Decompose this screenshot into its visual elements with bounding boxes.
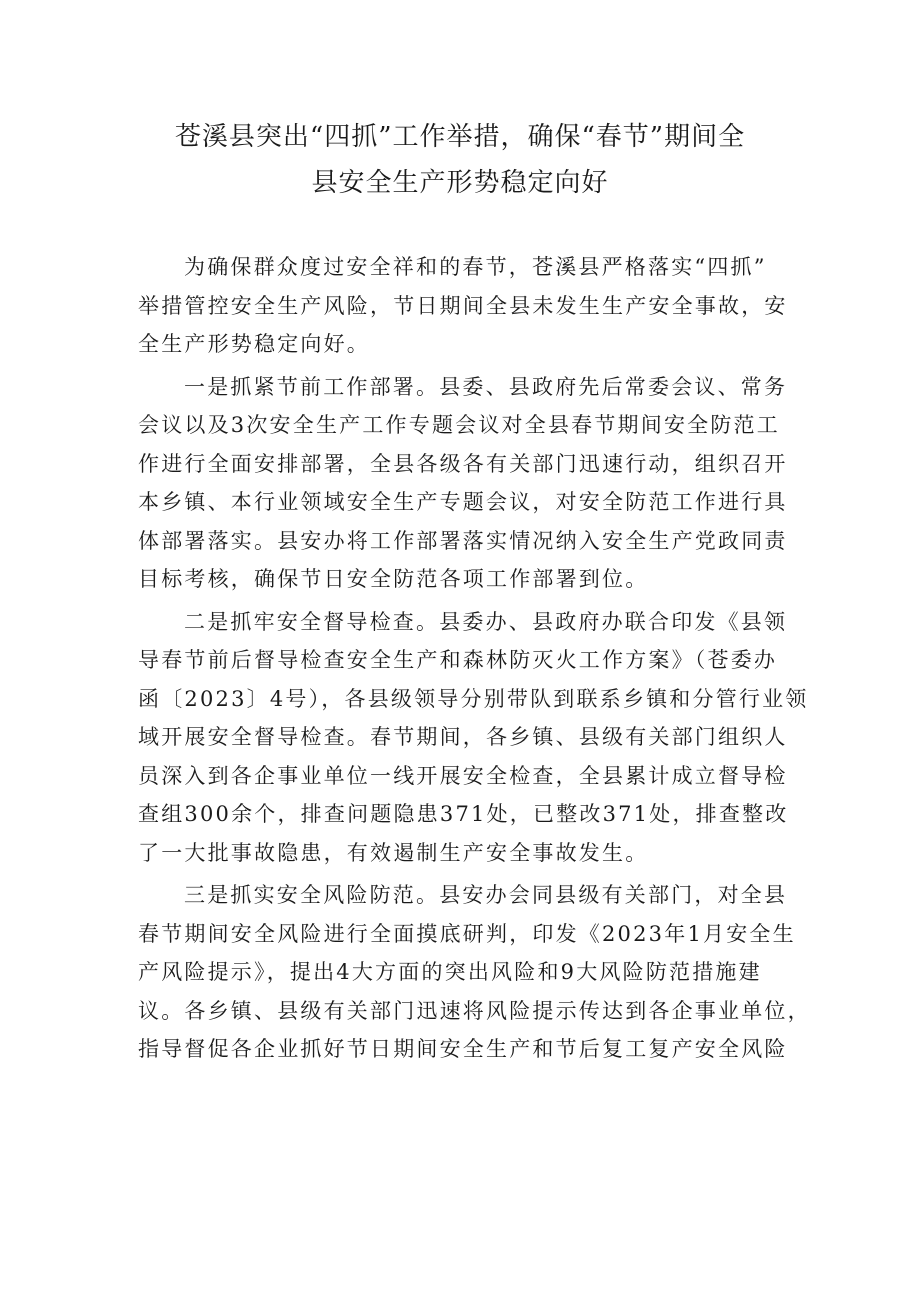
paragraph-inspection: [138, 603, 809, 873]
text-line: 函〔2023〕4号），各县级领导分别带队到联系乡镇和分管行业领: [138, 686, 809, 711]
text-line: 本乡镇、本行业领域安全生产专题会议，对安全防范工作进行具: [138, 490, 788, 514]
text-line: 举措管控安全生产风险，节日期间全县未发生生产安全事故，安: [138, 293, 788, 318]
text-line: 为确保群众度过安全祥和的春节，苍溪县严格落实“四抓”: [184, 255, 767, 279]
text-line: 议。各乡镇、县级有关部门迅速将风险提示传达到各企事业单位，: [138, 998, 811, 1023]
text-line: 会议以及3次安全生产工作专题会议对全县春节期间安全防范工: [138, 413, 780, 437]
text-line: 一是抓紧节前工作部署。县委、县政府先后常委会议、常务: [184, 374, 788, 399]
text-line: 导春节前后督导检查安全生产和森林防灭火工作方案》（苍委办: [138, 648, 778, 672]
text-line: 指导督促各企业抓好节日期间安全生产和节后复工复产安全风险: [138, 1037, 788, 1061]
paragraph-deployment: [138, 368, 792, 599]
text-line: 三是抓实安全风险防范。县安办会同县级有关部门，对全县: [184, 883, 788, 907]
text-line: 产风险提示》，提出4大方面的突出风险和9大风险防范措施建: [138, 960, 762, 984]
text-line: 目标考核，确保节日安全防范各项工作部署到位。: [138, 567, 649, 591]
document-title: [130, 114, 790, 206]
text-line: 体部署落实。县安办将工作部署落实情况纳入安全生产党政同责: [138, 528, 788, 553]
text-line: 了一大批事故隐患，有效遏制生产安全事故发生。: [138, 840, 649, 865]
paragraph-risk-prevention: [138, 876, 811, 1069]
paragraph-intro: [138, 248, 792, 364]
title-line: 苍溪县突出“四抓”工作举措，确保“春节”期间全: [174, 122, 746, 152]
document-body: [138, 248, 811, 1073]
title-line: 县安全生产形势稳定向好: [311, 168, 609, 198]
text-line: 员深入到各企事业单位一线开展安全检查，全县累计成立督导检: [138, 763, 788, 788]
text-line: 域开展安全督导检查。春节期间，各乡镇、县级有关部门组织人: [138, 725, 788, 749]
text-line: 全生产形势稳定向好。: [138, 332, 370, 356]
text-line: 查组300余个，排查问题隐患371处，已整改371处，排查整改: [138, 802, 789, 826]
text-line: 二是抓牢安全督导检查。县委办、县政府办联合印发《县领: [184, 609, 788, 634]
text-line: 春节期间安全风险进行全面摸底研判，印发《2023年1月安全生: [138, 921, 796, 946]
text-line: 作进行全面安排部署，全县各级各有关部门迅速行动，组织召开: [138, 451, 788, 476]
